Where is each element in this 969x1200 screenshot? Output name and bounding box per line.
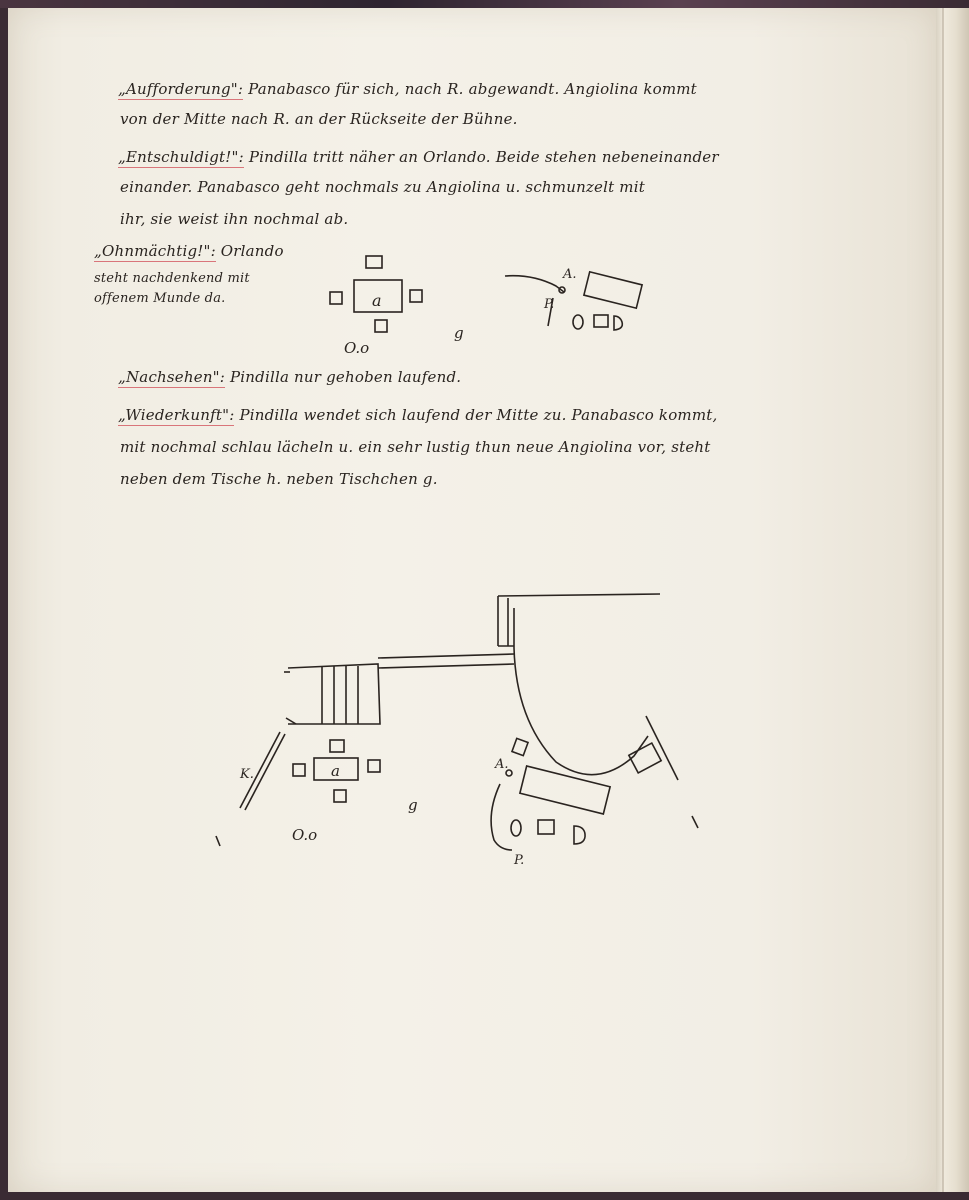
note-text: Orlando bbox=[220, 242, 284, 260]
p-mark-label: P. bbox=[544, 297, 555, 312]
stage-sketch-2 bbox=[8, 8, 936, 1192]
note-text: Pindilla nur gehoben laufend. bbox=[230, 368, 462, 386]
cue-word: „Ohnmächtig!": bbox=[94, 242, 216, 260]
chair-left-icon bbox=[293, 764, 305, 776]
chair-top-icon bbox=[330, 740, 344, 752]
doorframe-line bbox=[498, 608, 514, 648]
manuscript-page bbox=[8, 8, 936, 1192]
side-flat-line bbox=[646, 716, 678, 780]
stool-icon bbox=[511, 820, 521, 836]
note-text: einander. Panabasco geht nochmals zu Angiolina u. schmunzelt mit bbox=[120, 178, 645, 196]
orlando-label: O.o bbox=[292, 826, 318, 844]
note-text: mit nochmal schlau lächeln u. ein sehr lustig thun neue Angiolina vor, steht bbox=[120, 438, 711, 456]
note-text: ihr, sie weist ihn nochmal ab. bbox=[120, 210, 349, 228]
back-wall-line bbox=[498, 594, 660, 596]
table-label: a bbox=[372, 291, 382, 310]
p-mark-label: P. bbox=[514, 853, 525, 868]
curved-wall-line bbox=[514, 648, 648, 775]
walkway-line bbox=[378, 664, 514, 668]
book-top-edge bbox=[0, 0, 969, 8]
side-box-icon bbox=[629, 743, 661, 773]
stair-mark bbox=[286, 718, 296, 724]
cue-word: „Entschuldigt!": bbox=[118, 148, 244, 166]
path-line bbox=[491, 784, 512, 850]
corner-mark bbox=[216, 836, 220, 846]
g-label: g bbox=[454, 324, 464, 342]
book-binding-edge bbox=[936, 8, 969, 1200]
note-text: von der Mitte nach R. an der Rückseite der Bühne. bbox=[120, 110, 518, 128]
note-text: Panabasco für sich, nach R. abgewandt. Angiolina kommt bbox=[248, 80, 697, 98]
orlando-label: O.o bbox=[344, 339, 370, 357]
cue-word: „Aufforderung": bbox=[118, 80, 244, 98]
note-text: steht nachdenkend mit bbox=[94, 271, 250, 286]
a-mark-label: A. bbox=[495, 757, 509, 772]
note-text: offenem Munde da. bbox=[94, 291, 226, 306]
note-text: Pindilla wendet sich laufend der Mitte zu. Panabasco kommt, bbox=[239, 406, 718, 424]
table-label: a bbox=[331, 762, 340, 780]
cue-word: „Wiederkunft": bbox=[118, 406, 235, 424]
stool-icon bbox=[512, 738, 528, 755]
corner-mark bbox=[692, 816, 698, 828]
note-text: neben dem Tische h. neben Tischchen g. bbox=[120, 470, 438, 488]
bench-icon bbox=[520, 766, 610, 814]
chair-right-icon bbox=[368, 760, 380, 772]
walkway-line bbox=[378, 654, 514, 658]
chair-bottom-icon bbox=[334, 790, 346, 802]
a-mark-label: A. bbox=[563, 267, 577, 282]
book-bottom-edge bbox=[0, 1192, 969, 1200]
note-text: Pindilla tritt näher an Orlando. Beide stehen nebeneinander bbox=[248, 148, 719, 166]
g-label: g bbox=[408, 796, 418, 814]
d-shape-icon bbox=[574, 826, 585, 844]
box-icon bbox=[538, 820, 554, 834]
k-mark-label: K. bbox=[240, 767, 254, 782]
cue-word: „Nachsehen": bbox=[118, 368, 226, 386]
